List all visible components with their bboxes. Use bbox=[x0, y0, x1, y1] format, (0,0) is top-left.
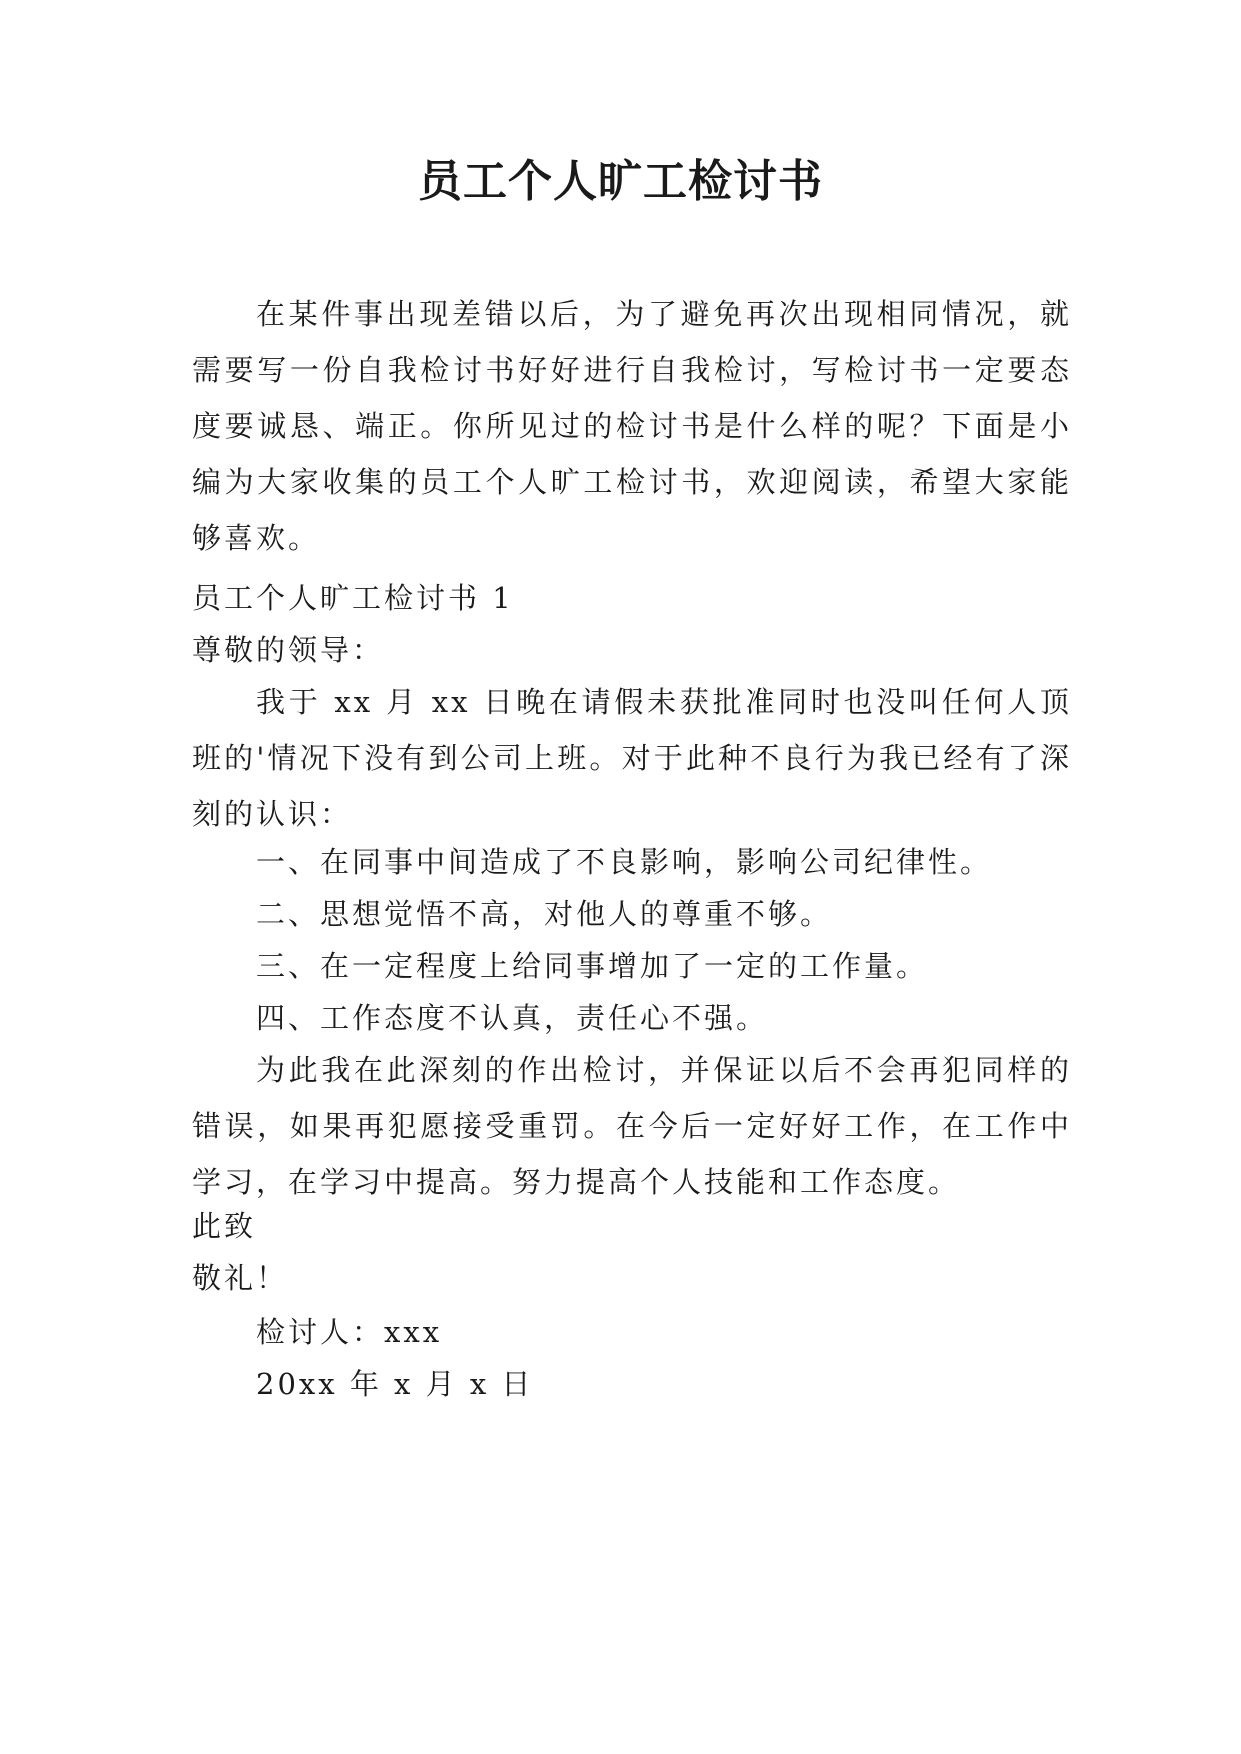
salutation: 尊敬的领导： bbox=[192, 633, 385, 667]
document-title: 员工个人旷工检讨书 bbox=[418, 156, 823, 207]
body-paragraph-1: 我于 xx 月 xx 日晚在请假未获批准同时也没叫任何人顶班的'情况下没有到公司上班。对于此种不良行为我已经有了深刻的认识： bbox=[192, 685, 1072, 831]
date-line: 20xx 年 x 月 x 日 bbox=[256, 1367, 534, 1401]
point-item: 四、工作态度不认真，责任心不强。 bbox=[256, 1001, 769, 1035]
signer-line: 检讨人：xxx bbox=[256, 1315, 443, 1349]
body-paragraph-2: 为此我在此深刻的作出检讨，并保证以后不会再犯同样的错误，如果再犯愿接受重罚。在今后一定好好工作，在工作中学习，在学习中提高。努力提高个人技能和工作态度。 bbox=[192, 1053, 1072, 1199]
point-item: 一、在同事中间造成了不良影响，影响公司纪律性。 bbox=[256, 845, 993, 879]
intro-paragraph: 在某件事出现差错以后，为了避免再次出现相同情况，就需要写一份自我检讨书好好进行自我检讨，写检讨书一定要态度要诚恳、端正。你所见过的检讨书是什么样的呢？下面是小编为大家收集的员工个人旷工检讨书，欢迎阅读，希望大家能够喜欢。 bbox=[192, 297, 1072, 555]
closing-line-1: 此致 bbox=[192, 1209, 257, 1243]
point-item: 二、思想觉悟不高，对他人的尊重不够。 bbox=[256, 897, 833, 931]
point-item: 三、在一定程度上给同事增加了一定的工作量。 bbox=[256, 949, 929, 983]
section-heading: 员工个人旷工检讨书 1 bbox=[192, 581, 514, 615]
closing-line-2: 敬礼！ bbox=[192, 1261, 289, 1295]
